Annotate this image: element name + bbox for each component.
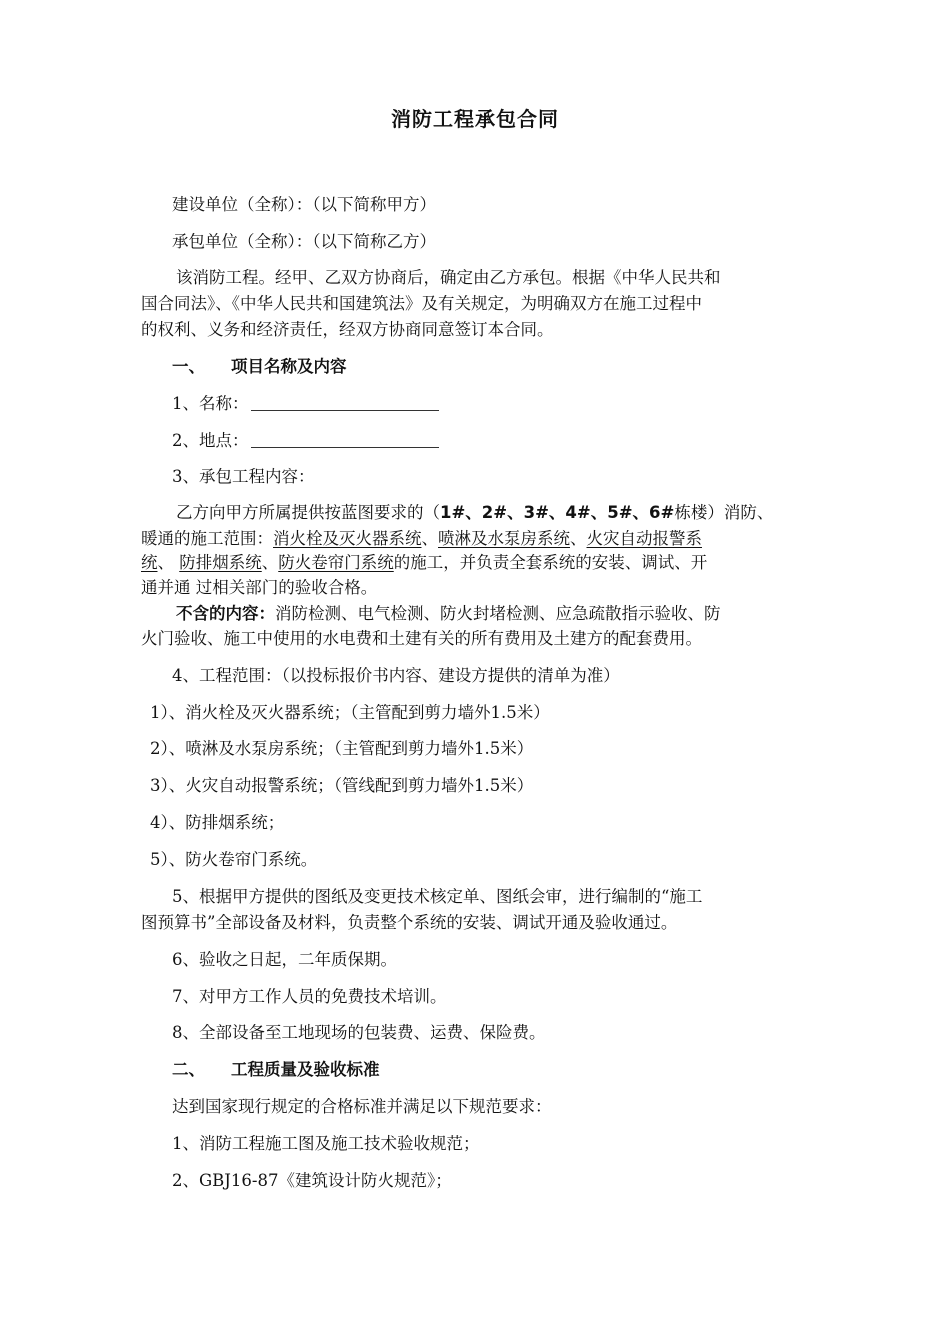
- item-7: 7、对甲方工作人员的免费技术培训。: [172, 987, 447, 1006]
- separator: 、: [157, 553, 180, 572]
- system-hydrant: 消火栓及灭火器系统: [273, 529, 422, 548]
- intro-line-2: 国合同法》、《中华人民共和国建筑法》及有关规定，为明确双方在施工过程中: [141, 294, 702, 313]
- section-2-number: 二、: [172, 1060, 205, 1079]
- project-location-label: 2、地点：: [172, 431, 249, 450]
- system-sprinkler: 喷淋及水泵房系统: [438, 529, 570, 548]
- system-smoke-exhaust: 防排烟系统: [179, 553, 262, 572]
- project-name-row: [172, 392, 439, 416]
- separator: 、: [261, 553, 279, 572]
- system-alarm-cont: 统: [141, 553, 158, 572]
- separator: 、: [421, 529, 438, 548]
- project-location-blank: [251, 431, 439, 448]
- scope-line-1: [176, 501, 773, 525]
- scope-suffix: 的施工，并负责全套系统的安装、调试、开: [393, 553, 708, 572]
- scope-item: 5）、防火卷帘门系统。: [150, 850, 318, 869]
- scope-item: 1）、消火栓及灭火器系统；（主管配到剪力墙外1.5米）: [150, 703, 550, 722]
- separator: 、: [570, 529, 587, 548]
- standard-item: 2、GBJ16-87《建筑设计防火规范》；: [172, 1171, 452, 1190]
- project-name-blank: [251, 394, 439, 411]
- scope-lead: 乙方向甲方所属提供按蓝图要求的（: [176, 503, 440, 522]
- standard-item: 1、消防工程施工图及施工技术验收规范；: [172, 1134, 480, 1153]
- excluded-line-1: [176, 602, 721, 626]
- system-alarm: 火灾自动报警系: [586, 529, 702, 548]
- project-name-label: 1、名称：: [172, 394, 249, 413]
- item-5-line-2: 图预算书”全部设备及材料，负责整个系统的安装、调试开通及验收通过。: [141, 913, 678, 932]
- section-1-number: 一、: [172, 357, 205, 376]
- client-line: 建设单位（全称）：（以下简称甲方）: [172, 195, 436, 214]
- section-1-heading: [172, 355, 347, 379]
- item-8: 8、全部设备至工地现场的包装费、运费、保险费。: [172, 1023, 546, 1042]
- excluded-label: 不含的内容：: [176, 604, 275, 623]
- contractor-line: 承包单位（全称）：（以下简称乙方）: [172, 232, 436, 251]
- excluded-text: 消防检测、电气检测、防火封堵检测、应急疏散指示验收、防: [275, 604, 721, 623]
- section-2-title: 工程质量及验收标准: [231, 1060, 380, 1079]
- document-title: 消防工程承包合同: [391, 107, 559, 131]
- item-6: 6、验收之日起，二年质保期。: [172, 950, 397, 969]
- scope-prefix: 暖通的施工范围：: [141, 529, 273, 548]
- scope-item: 3）、火灾自动报警系统；（管线配到剪力墙外1.5米）: [150, 776, 534, 795]
- system-fire-shutter: 防火卷帘门系统: [278, 553, 394, 572]
- scope-title: 4、工程范围：（以投标报价书内容、建设方提供的清单为准）: [172, 666, 620, 685]
- project-location-row: [172, 429, 439, 453]
- intro-line-3: 的权利、义务和经济责任，经双方协商同意签订本合同。: [141, 320, 554, 339]
- scope-item: 2）、喷淋及水泵房系统；（主管配到剪力墙外1.5米）: [150, 739, 534, 758]
- intro-line-1: 该消防工程。经甲、乙双方协商后，确定由乙方承包。根据《中华人民共和: [176, 268, 721, 287]
- section-2-lead: 达到国家现行规定的合格标准并满足以下规范要求：: [172, 1097, 552, 1116]
- scope-lead-end: 栋楼）消防、: [674, 503, 774, 522]
- section-1-title: 项目名称及内容: [231, 357, 347, 376]
- section-2-heading: [172, 1058, 380, 1082]
- excluded-line-2: 火门验收、施工中使用的水电费和土建有关的所有费用及土建方的配套费用。: [141, 629, 702, 648]
- buildings: 1#、2#、3#、4#、5#、6#: [440, 503, 675, 522]
- item-5-line-1: 5、根据甲方提供的图纸及变更技术核定单、图纸会审，进行编制的“施工: [172, 887, 703, 906]
- contract-content-label: 3、承包工程内容：: [172, 467, 315, 486]
- scope-line-3: [141, 551, 707, 575]
- scope-item: 4）、防排烟系统；: [150, 813, 285, 832]
- scope-line-2: [141, 527, 702, 551]
- scope-line-4: 通并通 过相关部门的验收合格。: [141, 578, 378, 597]
